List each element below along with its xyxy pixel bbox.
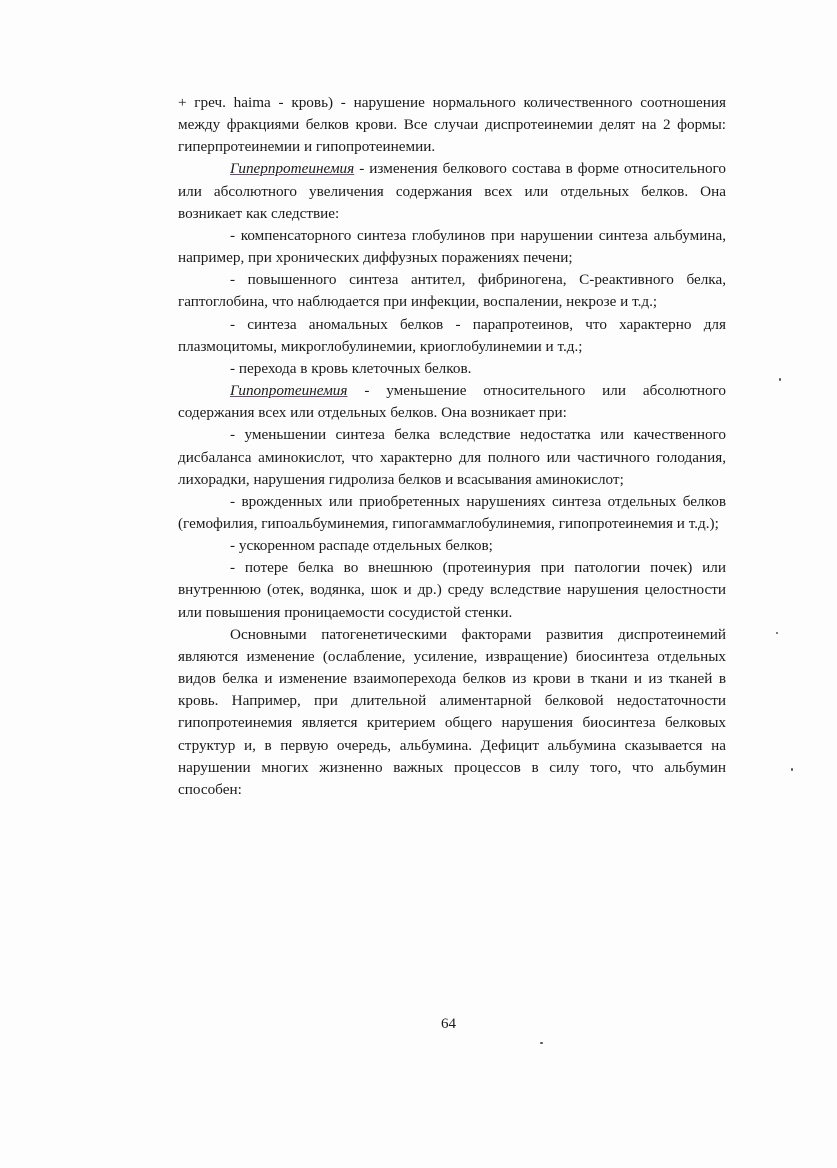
scan-speck [776, 632, 778, 634]
paragraph-hyperproteinemia [178, 158, 726, 224]
scan-speck [791, 768, 793, 771]
scan-speck [540, 1042, 543, 1044]
list-item-compensatory-synthesis: - компенсаторного синтеза глобулинов при нарушении синтеза альбумина, например, при хронических диффузных поражениях печени; [178, 226, 726, 267]
list-item-cellular-proteins: - перехода в кровь клеточных белков. [230, 359, 472, 377]
term-hyperproteinemia: Гиперпротеинемия [230, 160, 355, 178]
paragraph-intro: + греч. haima - кровь) - нарушение нормального количественного соотношения между фракциями белков крови. Все случаи диспротеинемии делят на 2 формы: гиперпротеинемии и гипопротеинемии. [178, 94, 726, 156]
body-text [178, 92, 726, 801]
scan-speck [779, 378, 781, 381]
list-item-abnormal-proteins: - синтеза аномальных белков - парапротеинов, что характерно для плазмоцитомы, микроглобулинемии, криоглобулинемии и т.д.; [178, 315, 726, 355]
paragraph-hypoproteinemia [178, 380, 726, 424]
list-item-increased-synthesis: - повышенного синтеза антител, фибриногена, С-реактивного белка, гаптоглобина, что наблюдается при инфекции, воспалении, некрозе и т.д.; [178, 271, 726, 311]
list-item-protein-loss: - потере белка во внешнюю (протеинурия при патологии почек) или внутреннюю (отек, водянка, шок и др.) среду вследствие нарушения целостности или повышения проницаемости сосудистой стенки. [178, 559, 726, 621]
list-item-reduced-synthesis: - уменьшении синтеза белка вследствие недостатка или качественного дисбаланса аминокислот, что характерно для полного или частичного голодания, лихорадки, нарушения гидролиза белков и всасывания аминокислот; [178, 426, 726, 488]
hyperproteinemia-definition: - изменения белкового состава в форме относительного или абсолютного увеличения содержания всех или отдельных белков. Она возникает как следствие: [178, 160, 726, 222]
list-item-accelerated-breakdown: - ускоренном распаде отдельных белков; [230, 537, 493, 555]
term-hypoproteinemia: Гипопротеинемия [230, 382, 348, 400]
paragraph-pathogenetic-factors: Основными патогенетическими факторами развития диспротеинемий являются изменение (ослабление, усиление, извращение) биосинтеза отдельных видов белка и изменение взаимоперехода белков из крови в ткани и из тканей в кровь. Например, при длительной алиментарной белковой недостаточности гипопротеинемия является критерием общего нарушения биосинтеза белковых структур и, в первую очередь, альбумина. Дефицит альбумина сказывается на нарушении многих жизненно важных процессов в силу того, что альбумин способен: [178, 625, 726, 798]
hypoproteinemia-definition: - уменьшение относительного или абсолютного содержания всех или отдельных белков. Она возникает при: [178, 382, 726, 422]
list-item-congenital-disorders: - врожденных или приобретенных нарушениях синтеза отдельных белков (гемофилия, гипоальбуминемия, гипогаммаглобулинемия, гипопротеинемия и т.д.); [178, 492, 726, 532]
page-number: 64 [441, 1016, 456, 1032]
